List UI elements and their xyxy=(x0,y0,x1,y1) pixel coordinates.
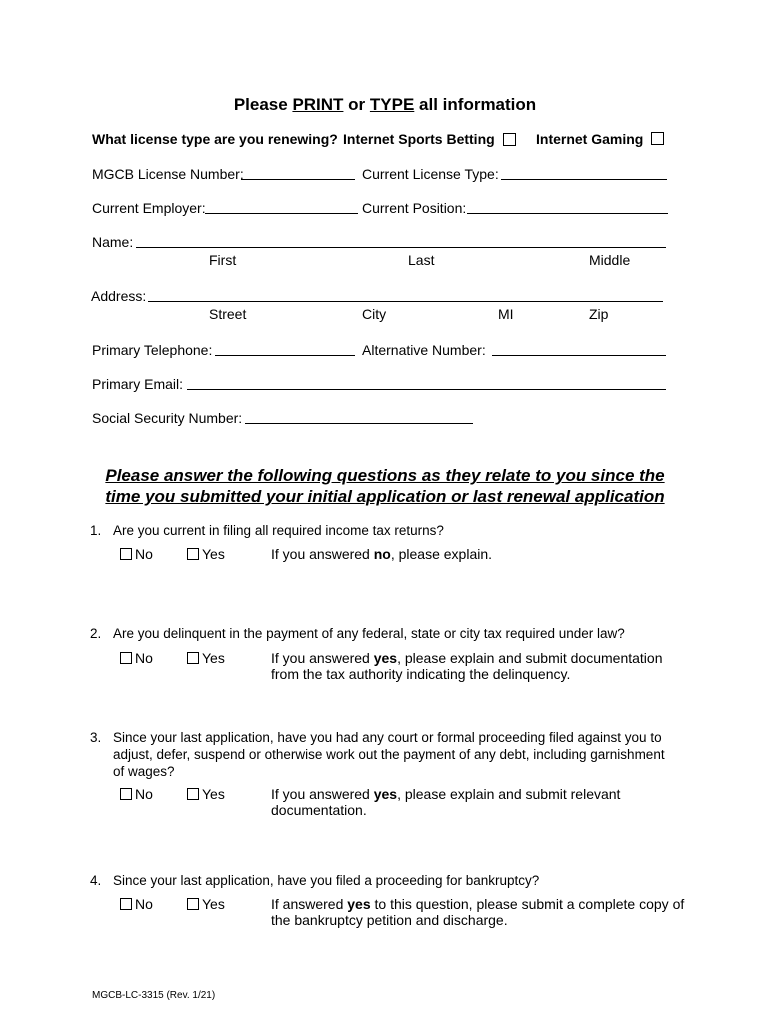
title-or: or xyxy=(348,95,366,114)
question-4-note-line2: the bankruptcy petition and discharge. xyxy=(271,912,508,928)
current-license-type-field[interactable] xyxy=(501,179,667,180)
name-field[interactable] xyxy=(136,247,666,248)
question-3-yes-checkbox[interactable] xyxy=(187,788,199,800)
current-employer-label: Current Employer: xyxy=(92,200,206,216)
question-3-note-post: , please explain and submit relevant xyxy=(397,786,621,802)
current-employer-field[interactable] xyxy=(205,213,358,214)
question-4-no-checkbox[interactable] xyxy=(120,898,132,910)
question-3-note-pre: If you answered xyxy=(271,786,374,802)
primary-telephone-label: Primary Telephone: xyxy=(92,342,213,358)
question-2-note-post: , please explain and submit documentation xyxy=(397,650,663,666)
question-2-note-pre: If you answered xyxy=(271,650,374,666)
question-4-yes-checkbox[interactable] xyxy=(187,898,199,910)
question-1-note-post: , please explain. xyxy=(390,546,493,562)
question-1-note xyxy=(271,546,492,562)
question-2-no-label: No xyxy=(135,650,153,666)
alternative-number-label: Alternative Number: xyxy=(362,342,486,358)
question-2-note xyxy=(271,650,663,666)
question-2-yes-label: Yes xyxy=(202,650,225,666)
current-position-field[interactable] xyxy=(467,213,668,214)
question-4-no-label: No xyxy=(135,896,153,912)
internet-gaming-checkbox[interactable] xyxy=(651,132,664,145)
question-3-text-line3: of wages? xyxy=(113,764,175,779)
address-field[interactable] xyxy=(148,301,663,302)
question-1-no-checkbox[interactable] xyxy=(120,548,132,560)
question-4-note-pre: If answered xyxy=(271,896,348,912)
alternative-number-field[interactable] xyxy=(492,355,666,356)
question-3-note-bold: yes xyxy=(373,786,398,802)
question-1-text: Are you current in filing all required income tax returns? xyxy=(113,523,444,538)
question-4-yes-label: Yes xyxy=(202,896,225,912)
question-2-no-checkbox[interactable] xyxy=(120,652,132,664)
option-internet-gaming-label: Internet Gaming xyxy=(536,131,644,147)
primary-telephone-field[interactable] xyxy=(215,355,355,356)
primary-email-label: Primary Email: xyxy=(92,376,184,392)
question-3-no-label: No xyxy=(135,786,153,802)
question-3-yes-label: Yes xyxy=(202,786,225,802)
name-middle-caption: Middle xyxy=(589,252,631,268)
mgcb-license-number-field[interactable] xyxy=(241,179,355,180)
question-3-text-line2: adjust, defer, suspend or otherwise work out the payment of any debt, including garnishment xyxy=(113,747,665,762)
current-license-type-label: Current License Type: xyxy=(362,166,499,182)
question-3-number: 3. xyxy=(90,730,102,745)
address-label: Address: xyxy=(91,288,147,304)
question-1-yes-checkbox[interactable] xyxy=(187,548,199,560)
title-print: PRINT xyxy=(292,95,344,114)
question-2-number: 2. xyxy=(90,626,102,641)
question-2-note-bold: yes xyxy=(373,650,398,666)
address-mi-caption: MI xyxy=(498,306,514,322)
question-3-note-line2: documentation. xyxy=(271,802,367,818)
title-type: TYPE xyxy=(369,95,415,114)
name-last-caption: Last xyxy=(408,252,435,268)
question-4-number: 4. xyxy=(90,873,102,888)
section-heading-line1: Please answer the following questions as they relate to you since the xyxy=(105,466,665,485)
address-zip-caption: Zip xyxy=(589,306,609,322)
question-3-note xyxy=(271,786,620,802)
question-3-text-line1: Since your last application, have you had any court or formal proceeding filed against you to xyxy=(113,730,662,745)
question-2-text: Are you delinquent in the payment of any federal, state or city tax required under law? xyxy=(113,626,625,641)
question-2-yes-checkbox[interactable] xyxy=(187,652,199,664)
question-1-number: 1. xyxy=(90,523,102,538)
question-4-note-bold: yes xyxy=(347,896,371,912)
title-prefix: Please xyxy=(233,95,288,114)
question-4-note-post: to this question, please submit a complete copy of xyxy=(370,896,685,912)
question-1-note-bold: no xyxy=(373,546,391,562)
question-1-note-pre: If you answered xyxy=(271,546,374,562)
license-type-question: What license type are you renewing? xyxy=(92,131,338,147)
ssn-field[interactable] xyxy=(245,423,473,424)
title-suffix: all information xyxy=(419,95,537,114)
form-id-footer: MGCB-LC-3315 (Rev. 1/21) xyxy=(92,990,216,1001)
question-1-no-label: No xyxy=(135,546,153,562)
address-city-caption: City xyxy=(362,306,387,322)
primary-email-field[interactable] xyxy=(187,389,666,390)
internet-sports-betting-checkbox[interactable] xyxy=(503,133,516,146)
option-internet-sports-betting-label: Internet Sports Betting xyxy=(343,131,495,147)
question-4-note xyxy=(271,896,684,912)
current-position-label: Current Position: xyxy=(362,200,467,216)
name-label: Name: xyxy=(92,234,134,250)
address-street-caption: Street xyxy=(209,306,247,322)
page-title xyxy=(0,95,770,115)
question-4-text: Since your last application, have you filed a proceeding for bankruptcy? xyxy=(113,873,540,888)
mgcb-license-number-label: MGCB License Number: xyxy=(92,166,244,182)
question-1-yes-label: Yes xyxy=(202,546,225,562)
name-first-caption: First xyxy=(209,252,237,268)
question-2-note-line2: from the tax authority indicating the delinquency. xyxy=(271,666,571,682)
ssn-label: Social Security Number: xyxy=(92,410,243,426)
question-3-no-checkbox[interactable] xyxy=(120,788,132,800)
section-heading-line2: time you submitted your initial application or last renewal application xyxy=(105,487,665,506)
